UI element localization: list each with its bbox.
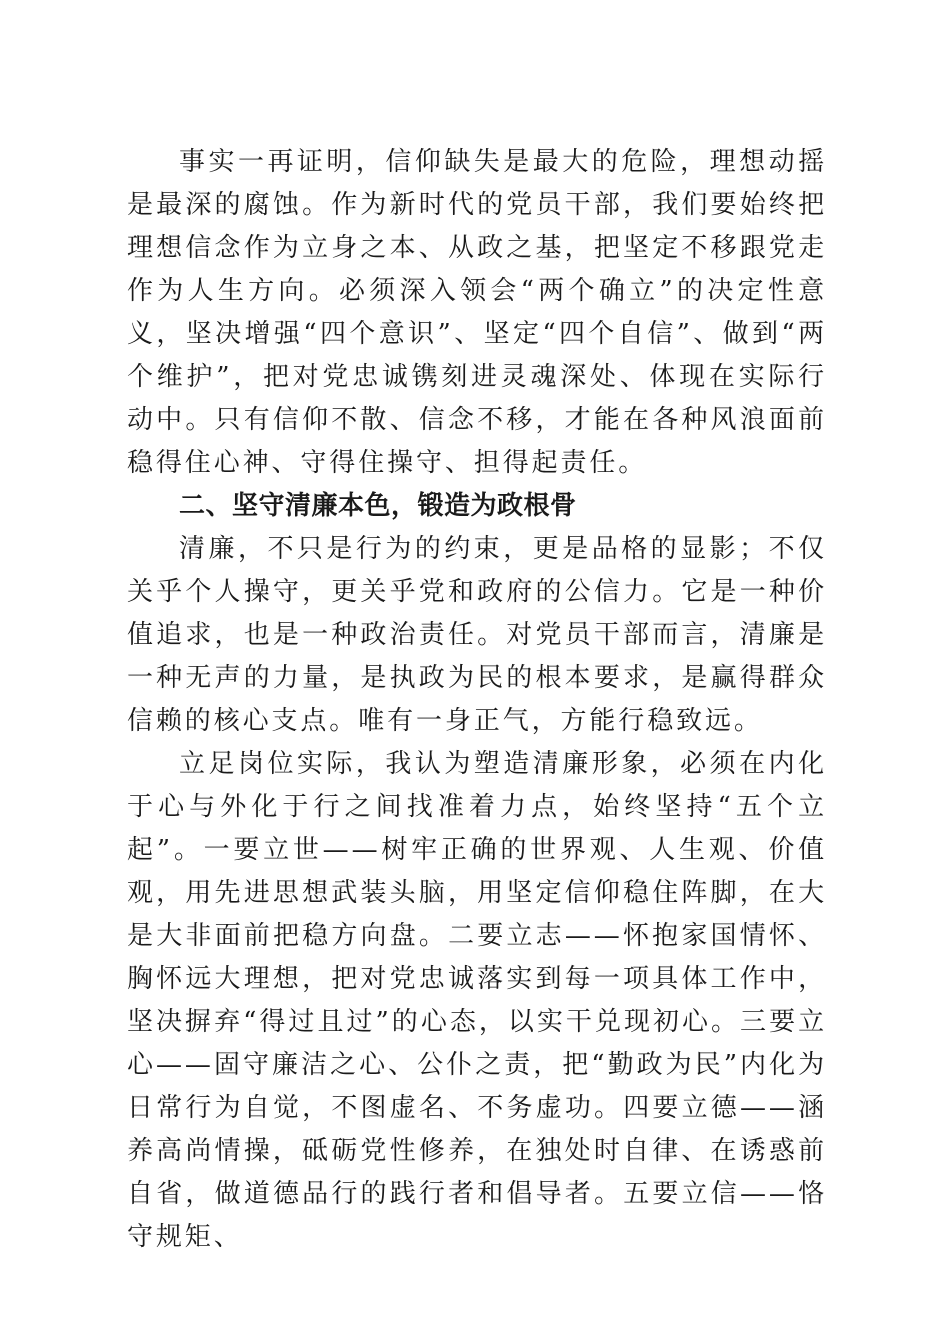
section-heading: 二、坚守清廉本色，锻造为政根骨 — [179, 491, 577, 521]
body-paragraph: 清廉，不只是行为的约束，更是品格的显影；不仅关乎个人操守，更关乎党和政府的公信力。它是一种价值追求，也是一种政治责任。对党员干部而言，清廉是一种无声的力量，是执政为民的根本要求，是赢得群众信赖的核心支点。唯有一身正气，方能行稳致远。 — [127, 534, 827, 736]
body-paragraph: 事实一再证明，信仰缺失是最大的危险，理想动摇是最深的腐蚀。作为新时代的党员干部，我们要始终把理想信念作为立身之本、从政之基，把坚定不移跟党走作为人生方向。必须深入领会“两个确立”的决定性意义，坚决增强“四个意识”、坚定“四个自信”、做到“两个维护”，把对党忠诚镌刻进灵魂深处、体现在实际行动中。只有信仰不散、信念不移，才能在各种风浪面前稳得住心神、守得住操守、担得起责任。 — [127, 147, 827, 478]
body-paragraph: 立足岗位实际，我认为塑造清廉形象，必须在内化于心与外化于行之间找准着力点，始终坚持“五个立起”。一要立世——树牢正确的世界观、人生观、价值观，用先进思想武装头脑，用坚定信仰稳住阵脚，在大是大非面前把稳方向盘。二要立志——怀抱家国情怀、胸怀远大理想，把对党忠诚落实到每一项具体工作中，坚决摒弃“得过且过”的心态，以实干兑现初心。三要立心——固守廉洁之心、公仆之责，把“勤政为民”内化为日常行为自觉，不图虚名、不务虚功。四要立德——涵养高尚情操，砥砺党性修养，在独处时自律、在诱惑前自省，做道德品行的践行者和倡导者。五要立信——恪守规矩、 — [127, 749, 827, 1252]
document-body — [127, 141, 827, 1259]
